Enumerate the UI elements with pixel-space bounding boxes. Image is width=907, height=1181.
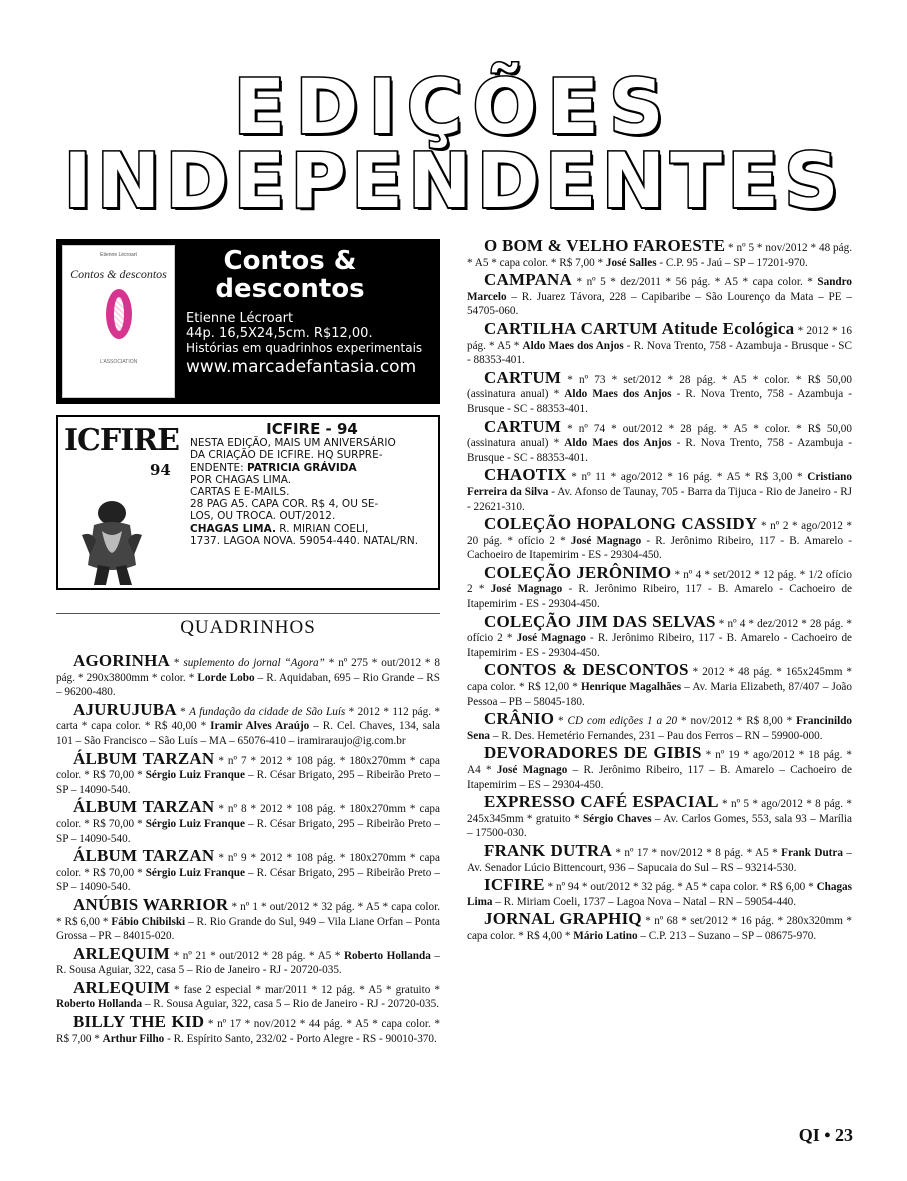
listing-details: * nº 21 * out/2012 * 28 pág. * A5 * xyxy=(170,949,344,962)
icfire-line-5: CARTAS E E-MAILS. xyxy=(190,486,290,499)
listing-contact: Roberto Hollanda xyxy=(343,949,431,962)
masthead-line-2: INDEPENDENTES xyxy=(63,136,844,225)
listing-details: * nº 94 * out/2012 * 32 pág. * A5 * capa color. * R$ 6,00 * xyxy=(544,881,817,894)
listing-separator: * xyxy=(554,715,568,728)
icfire-illustration xyxy=(72,495,152,587)
ad-contos-text xyxy=(186,247,434,377)
listing-contact: Sérgio Luiz Franque xyxy=(145,769,245,782)
icfire-line-8b: R. MIRIAN COELI, xyxy=(279,522,369,535)
listing-separator: * xyxy=(170,657,184,669)
listing-title: BILLY THE KID xyxy=(73,1012,205,1032)
listing-address: - Av. Afonso de Taunay, 705 - Barra da Tijuca - Rio de Janeiro - RJ - 22621-310. xyxy=(467,485,853,513)
listing-entry xyxy=(467,611,853,661)
listing-title: JORNAL GRAPHIQ xyxy=(484,909,642,929)
listing-details: * 2012 * 16 pág. * A5 * xyxy=(467,324,852,352)
listing-title: ÁLBUM TARZAN xyxy=(73,846,215,866)
cover-publisher: L'ASSOCIATION xyxy=(99,359,138,365)
listing-entry xyxy=(56,977,440,1012)
listing-title: AJURUJUBA xyxy=(73,699,177,719)
listing-details: * nº 73 * set/2012 * 28 pág. * A5 * color. * R$ 50,00 (assinatura anual) * xyxy=(467,373,852,401)
listing-address: – R. César Brigato, 295 – Ribeirão Preto – SP – 14090-540. xyxy=(56,866,440,894)
listing-entry xyxy=(467,562,853,612)
icfire-line-3a: ENDENTE: xyxy=(190,461,244,474)
listing-address: - R. Jerônimo Ribeiro, 117 - B. Amarelo - Cachoeiro de Itapemirim - ES - 29304-450. xyxy=(467,632,853,659)
listing-details: * nº 11 * ago/2012 * 16 pág. * A5 * R$ 3,00 * xyxy=(566,471,808,484)
listing-subtitle: suplemento do jornal “Agora” xyxy=(183,657,325,669)
listing-details: * nº 17 * nov/2012 * 8 pág. * A5 * xyxy=(611,846,782,859)
icfire-line-2: DA CRIAÇÃO DE ICFIRE. HQ SURPRE- xyxy=(190,449,383,462)
listing-details: * 2012 * 48 pág. * 165x245mm * capa color. * R$ 12,00 * xyxy=(467,666,852,694)
listing-entry xyxy=(467,270,852,319)
listing-contact: Lorde Lobo xyxy=(197,671,255,684)
listing-entry xyxy=(467,416,852,466)
listing-entry xyxy=(56,748,440,798)
listing-address: - R. Jerônimo Ribeiro, 117 - B. Amarelo - Cachoeiro de Itapemirim - ES - 29304-450. xyxy=(467,583,853,611)
listing-details: * nº 2 * ago/2012 * 20 pág. * ofício 2 * xyxy=(467,520,853,547)
listing-details: * nº 17 * nov/2012 * 44 pág. * A5 * capa color. * R$ 7,00 * xyxy=(56,1018,440,1045)
listing-address: – R. Juarez Távora, 228 – Capibaribe – São Lourenço da Mata – PE – 54705-060. xyxy=(467,290,852,318)
listing-contact: José Salles xyxy=(605,256,657,269)
listing-title: COLEÇÃO HOPALONG CASSIDY xyxy=(484,514,758,534)
icfire-line-6: 28 PAG A5. CAPA COR. R$ 4, OU SE- xyxy=(190,498,379,511)
icfire-logo: ICFIRE xyxy=(64,423,180,458)
listing-title: CRÂNIO xyxy=(484,709,555,729)
icfire-ad-title: ICFIRE - 94 xyxy=(266,420,358,438)
left-column xyxy=(56,651,440,1049)
listing-address: - R. Nova Trento, 758 - Azambuja - Brusque - SC - 88353-401. xyxy=(467,339,852,367)
listing-title: CARTUM xyxy=(484,367,562,387)
listing-entry xyxy=(467,236,853,270)
listing-contact: Mário Latino xyxy=(573,929,638,942)
listing-title: CHAOTIX xyxy=(484,465,567,485)
listing-title: FRANK DUTRA xyxy=(484,840,612,860)
listing-address: – R. Jerônimo Ribeiro, 117 – B. Amarelo – Cachoeiro de Itapemirim – ES – 29304-450. xyxy=(467,764,852,791)
cover-zero-illustration xyxy=(106,289,132,339)
listing-title: ICFIRE xyxy=(484,875,545,895)
listing-entry xyxy=(467,514,853,563)
listing-address: – C.P. 213 – Suzano – SP – 08675-970. xyxy=(637,929,817,942)
listing-title: CONTOS & DESCONTOS xyxy=(484,660,689,680)
listing-contact: José Magnago xyxy=(496,764,568,776)
icfire-logo-number: 94 xyxy=(150,461,171,479)
listing-details: * nº 4 * set/2012 * 12 pág. * 1/2 ofício 2 * xyxy=(467,568,852,596)
listing-contact: Aldo Maes dos Anjos xyxy=(522,339,624,352)
listing-entry xyxy=(467,792,852,841)
icfire-line-3 xyxy=(190,462,434,474)
icfire-line-1: NESTA EDIÇÃO, MAIS UM ANIVERSÁRIO xyxy=(190,437,396,450)
listing-separator: * xyxy=(176,705,190,718)
listing-contact: Aldo Maes dos Anjos xyxy=(564,437,672,450)
listing-entry xyxy=(467,660,852,709)
listing-address: – Av. Senador Lúcio Bittencourt, 936 – Sapucaia do Sul – RS – 93214-530. xyxy=(467,846,852,874)
listing-address: – R. Aquidaban, 695 – Rio Grande – RS – 96200-480. xyxy=(56,671,440,699)
ad-contos-descontos xyxy=(56,239,440,404)
listing-entry xyxy=(467,840,852,875)
listing-title: CARTUM xyxy=(484,416,562,436)
listing-title: CARTILHA CARTUM Atitude Ecológica xyxy=(484,318,795,338)
listing-address: – R. Des. Hemetério Fernandes, 231 – Pau dos Ferros – RN – 59900-000. xyxy=(490,729,823,742)
listing-details: * nº 5 * dez/2011 * 56 pág. * A5 * capa color. * xyxy=(571,276,818,289)
section-title: QUADRINHOS xyxy=(180,617,316,638)
listing-contact: Arthur Filho xyxy=(102,1032,165,1045)
listing-entry xyxy=(467,367,852,417)
listing-title: COLEÇÃO JERÔNIMO xyxy=(484,562,672,582)
listing-address: – Av. Maria Elizabeth, 87/407 – João Pessoa – PB – 58045-180. xyxy=(467,681,852,708)
listing-contact: Sandro Marcelo xyxy=(467,276,852,303)
listing-contact: Fábio Chibilski xyxy=(111,915,186,928)
listing-address: - C.P. 95 - Jaú – SP – 17201-970. xyxy=(656,256,808,269)
listing-address: – R. Rio Grande do Sul, 949 – Vila Liane Orfan – Ponta Grossa – PR – 84015-020. xyxy=(56,915,440,943)
listing-entry xyxy=(467,318,852,368)
listing-address: – R. Miriam Coeli, 1737 – Lagoa Nova – Natal – RN – 59054-440. xyxy=(492,895,797,908)
listing-title: ARLEQUIM xyxy=(73,977,170,997)
listing-contact: Frank Dutra xyxy=(781,846,843,859)
listing-address: - R. Jerônimo Ribeiro, 117 - B. Amarelo - Cachoeiro de Itapemirim - ES - 29304-450. xyxy=(467,534,852,562)
listing-contact: Iramir Alves Araújo xyxy=(210,720,310,733)
listing-details: * nº 8 * 2012 * 108 pág. * 180x270mm * capa color. * R$ 70,00 * xyxy=(56,803,440,830)
ad-contos-title-2: descontos xyxy=(215,274,365,304)
listing-address: – R. César Brigato, 295 – Ribeirão Preto – SP – 14090-540. xyxy=(56,817,440,845)
listing-entry xyxy=(56,943,440,978)
listing-entry xyxy=(56,846,440,895)
listing-details: * 2012 * 112 pág. * carta * capa color. * R$ 40,00 * xyxy=(56,705,440,733)
listing-contact: Sérgio Chaves xyxy=(582,812,652,825)
listing-subtitle: A fundação da cidade de São Luís xyxy=(189,705,346,718)
listing-contact: Chagas Lima xyxy=(467,881,852,908)
right-column xyxy=(467,236,853,947)
listing-entry xyxy=(56,894,440,944)
listing-address: – R. Cel. Chaves, 134, sala 101 – São Francisco – São Luís – MA – 65076-410 – iramiraraujo@ig.com.br xyxy=(56,720,440,747)
listing-details: * nov/2012 * R$ 8,00 * xyxy=(677,715,797,728)
cover-title: Contos & descontos xyxy=(70,267,167,281)
listing-title: DEVORADORES DE GIBIS xyxy=(484,743,702,763)
listing-address: - R. Nova Trento, 758 - Azambuja - Brusque - SC - 88353-401. xyxy=(467,437,852,464)
listing-contact: Sérgio Luiz Franque xyxy=(145,817,245,830)
listing-title: ÁLBUM TARZAN xyxy=(73,748,215,768)
listing-details: * nº 5 * nov/2012 * 48 pág. * A5 * capa color. * R$ 7,00 * xyxy=(467,242,853,269)
icfire-line-3b: PATRICIA GRÁVIDA xyxy=(247,461,357,474)
listing-contact: José Magnago xyxy=(516,632,586,645)
ad-contos-desc: Histórias em quadrinhos experimentais xyxy=(186,341,423,355)
listing-title: CAMPANA xyxy=(484,270,572,290)
ad-contos-title-1: Contos & xyxy=(223,246,357,276)
listing-title: ANÚBIS WARRIOR xyxy=(73,894,229,914)
listing-contact: Henrique Magalhães xyxy=(580,681,682,694)
listing-title: COLEÇÃO JIM DAS SELVAS xyxy=(484,611,716,631)
listing-entry xyxy=(467,709,853,743)
listing-subtitle: CD com edições 1 a 20 xyxy=(567,715,678,728)
listing-address: - R. Espírito Santo, 232/02 - Porto Alegre - RS - 90010-370. xyxy=(164,1032,437,1045)
listing-title: EXPRESSO CAFÉ ESPACIAL xyxy=(484,792,719,812)
listing-entry xyxy=(467,909,852,943)
listing-entry xyxy=(56,797,440,846)
listing-contact: Aldo Maes dos Anjos xyxy=(564,388,672,401)
listing-details: * nº 74 * out/2012 * 28 pág. * A5 * color. * R$ 50,00 (assinatura anual) * xyxy=(467,422,852,450)
ad-contos-price: 44p. 16,5X24,5cm. R$12,00. xyxy=(186,326,373,341)
listing-details: * nº 4 * dez/2012 * 28 pág. * ofício 2 * xyxy=(467,617,852,645)
icfire-ad-text xyxy=(190,420,434,547)
listing-contact: Roberto Hollanda xyxy=(56,998,143,1011)
icfire-line-7: LOS, OU TROCA. OUT/2012. xyxy=(190,510,336,523)
listing-address: – R. Sousa Aguiar, 322, casa 5 – Rio de Janeiro - RJ - 20720-035. xyxy=(56,949,440,977)
icfire-line-8 xyxy=(190,523,434,535)
listing-details: * nº 1 * out/2012 * 32 pág. * A5 * capa color. * R$ 6,00 * xyxy=(56,900,440,928)
listing-details: * nº 7 * 2012 * 108 pág. * 180x270mm * capa color. * R$ 70,00 * xyxy=(56,754,440,782)
listing-contact: Francinildo Sena xyxy=(467,715,853,742)
section-divider xyxy=(56,613,440,614)
ad-icfire xyxy=(56,415,440,590)
listing-title: ÁLBUM TARZAN xyxy=(73,797,215,817)
listing-details: * nº 68 * set/2012 * 16 pág. * 280x320mm * capa color. * R$ 4,00 * xyxy=(467,915,852,942)
listing-entry xyxy=(467,465,853,514)
icfire-line-4: POR CHAGAS LIMA. xyxy=(190,473,292,486)
listing-contact: Cristiano Ferreira da Silva xyxy=(467,471,852,498)
listing-entry xyxy=(467,875,852,909)
listing-title: AGORINHA xyxy=(73,651,170,670)
listing-title: ARLEQUIM xyxy=(73,943,170,963)
listing-address: – R. César Brigato, 295 – Ribeirão Preto – SP – 14090-540. xyxy=(56,769,440,796)
icfire-line-9: 1737. LAGOA NOVA. 59054-440. NATAL/RN. xyxy=(190,534,419,547)
ad-contos-author: Etienne Lécroart xyxy=(186,311,294,326)
listing-address: - R. Nova Trento, 758 - Azambuja - Brusque - SC - 88353-401. xyxy=(467,388,852,415)
listing-entry xyxy=(56,699,440,749)
listing-details: * nº 5 * ago/2012 * 8 pág. * 245x345mm * gratuito * xyxy=(467,798,852,825)
listing-title: O BOM & VELHO FAROESTE xyxy=(484,236,726,255)
masthead-line-1: EDIÇÕES xyxy=(233,62,674,151)
listing-contact: José Magnago xyxy=(490,583,563,596)
listing-address: – Av. Carlos Gomes, 553, sala 93 – Marília – 17500-030. xyxy=(467,812,852,840)
listing-details: * nº 275 * out/2012 * 8 pág. * 290x3800mm * color. * xyxy=(56,657,440,684)
listing-entry xyxy=(56,651,440,700)
listing-contact: José Magnago xyxy=(570,534,642,547)
listing-contact: Sérgio Luiz Franque xyxy=(145,866,245,879)
listing-entry xyxy=(467,743,852,792)
cover-author: Etienne Lécroart xyxy=(100,252,137,258)
listing-details: * fase 2 especial * mar/2011 * 12 pág. * A5 * gratuito * xyxy=(170,983,440,996)
listing-address: – R. Sousa Aguiar, 322, casa 5 – Rio de Janeiro - RJ - 20720-035. xyxy=(142,998,440,1011)
icfire-line-8a: CHAGAS LIMA. xyxy=(190,522,276,535)
listing-entry xyxy=(56,1012,440,1046)
page-folio: QI • 23 xyxy=(798,1125,853,1145)
listing-details: * nº 19 * ago/2012 * 18 pág. * A4 * xyxy=(467,749,852,776)
ad-contos-url[interactable]: www.marcadefantasia.com xyxy=(186,357,417,377)
listing-details: * nº 9 * 2012 * 108 pág. * 180x270mm * capa color. * R$ 70,00 * xyxy=(56,852,440,879)
